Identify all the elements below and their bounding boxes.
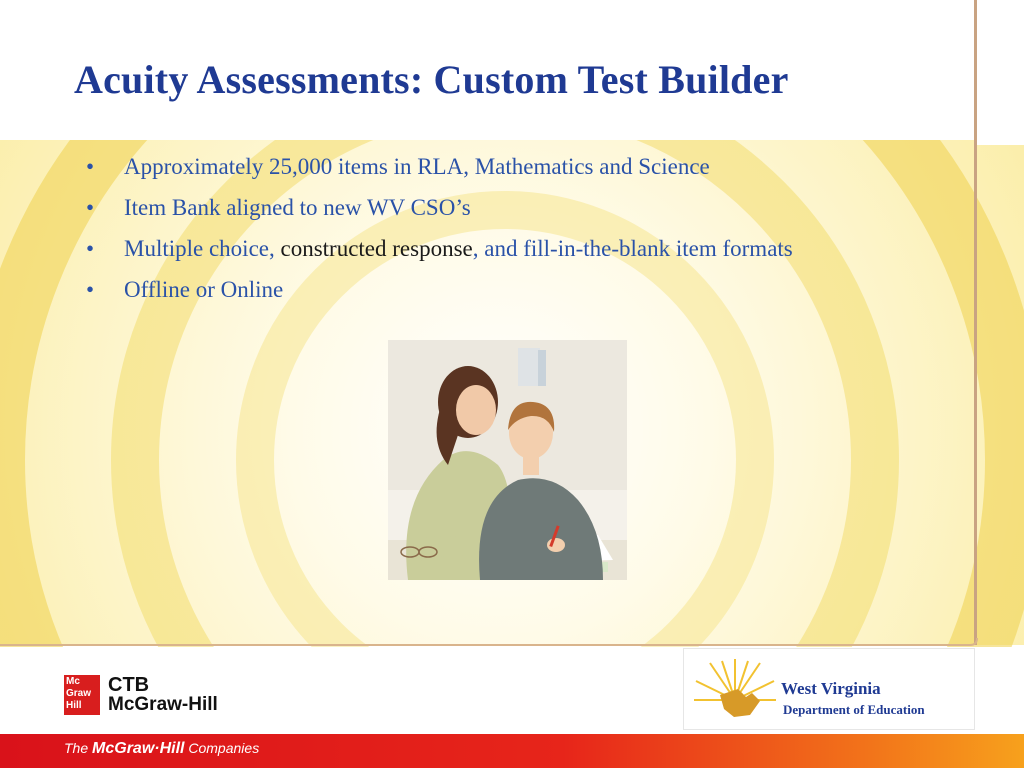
bullet-item: [86, 234, 793, 275]
ctb-mcgraw-hill-logo: [64, 675, 224, 717]
bullet-text: Offline or Online: [124, 277, 284, 302]
bullet-text-part: Multiple choice,: [124, 236, 281, 261]
bullet-text-part: , and fill-in-the-blank item formats: [472, 236, 793, 261]
wv-logo-line2: Department of Education: [783, 702, 925, 717]
bullet-text-part: constructed response: [280, 236, 473, 261]
mcgraw-hill-logo-box: [64, 675, 100, 715]
footer-brand-text: [64, 740, 259, 758]
wv-sunburst-icon: [690, 655, 780, 725]
slide-title: Acuity Assessments: Custom Test Builder: [74, 57, 789, 102]
bullet-item: [86, 152, 793, 193]
bullet-marker: •: [86, 195, 95, 220]
footer-companies: Companies: [184, 740, 260, 756]
teacher-student-photo: [388, 340, 627, 580]
footer-brand: McGraw·Hill: [92, 740, 185, 757]
bullet-marker: •: [86, 277, 95, 302]
bullet-marker: •: [86, 154, 95, 179]
bullet-text: Item Bank aligned to new WV CSO’s: [124, 195, 471, 220]
bullet-list: [86, 152, 793, 316]
wv-department-of-education-logo: [683, 648, 975, 730]
bullet-marker: •: [86, 236, 95, 261]
wv-logo-line1: West Virginia: [781, 679, 881, 698]
ctb-logo-line1: CTB: [108, 674, 150, 696]
logo-box-line: Mc: [66, 676, 80, 687]
footer-the: The: [64, 740, 93, 756]
ctb-logo-text: [108, 675, 218, 715]
bullet-text: Approximately 25,000 items in RLA, Mathematics and Science: [124, 154, 710, 179]
logo-box-line: Graw: [66, 688, 92, 699]
bullet-item: [86, 193, 793, 234]
footer-bar: [0, 734, 1024, 768]
bullet-item: [86, 275, 793, 316]
logo-box-line: Hill: [66, 700, 82, 711]
ctb-logo-line2: McGraw-Hill: [108, 694, 218, 715]
